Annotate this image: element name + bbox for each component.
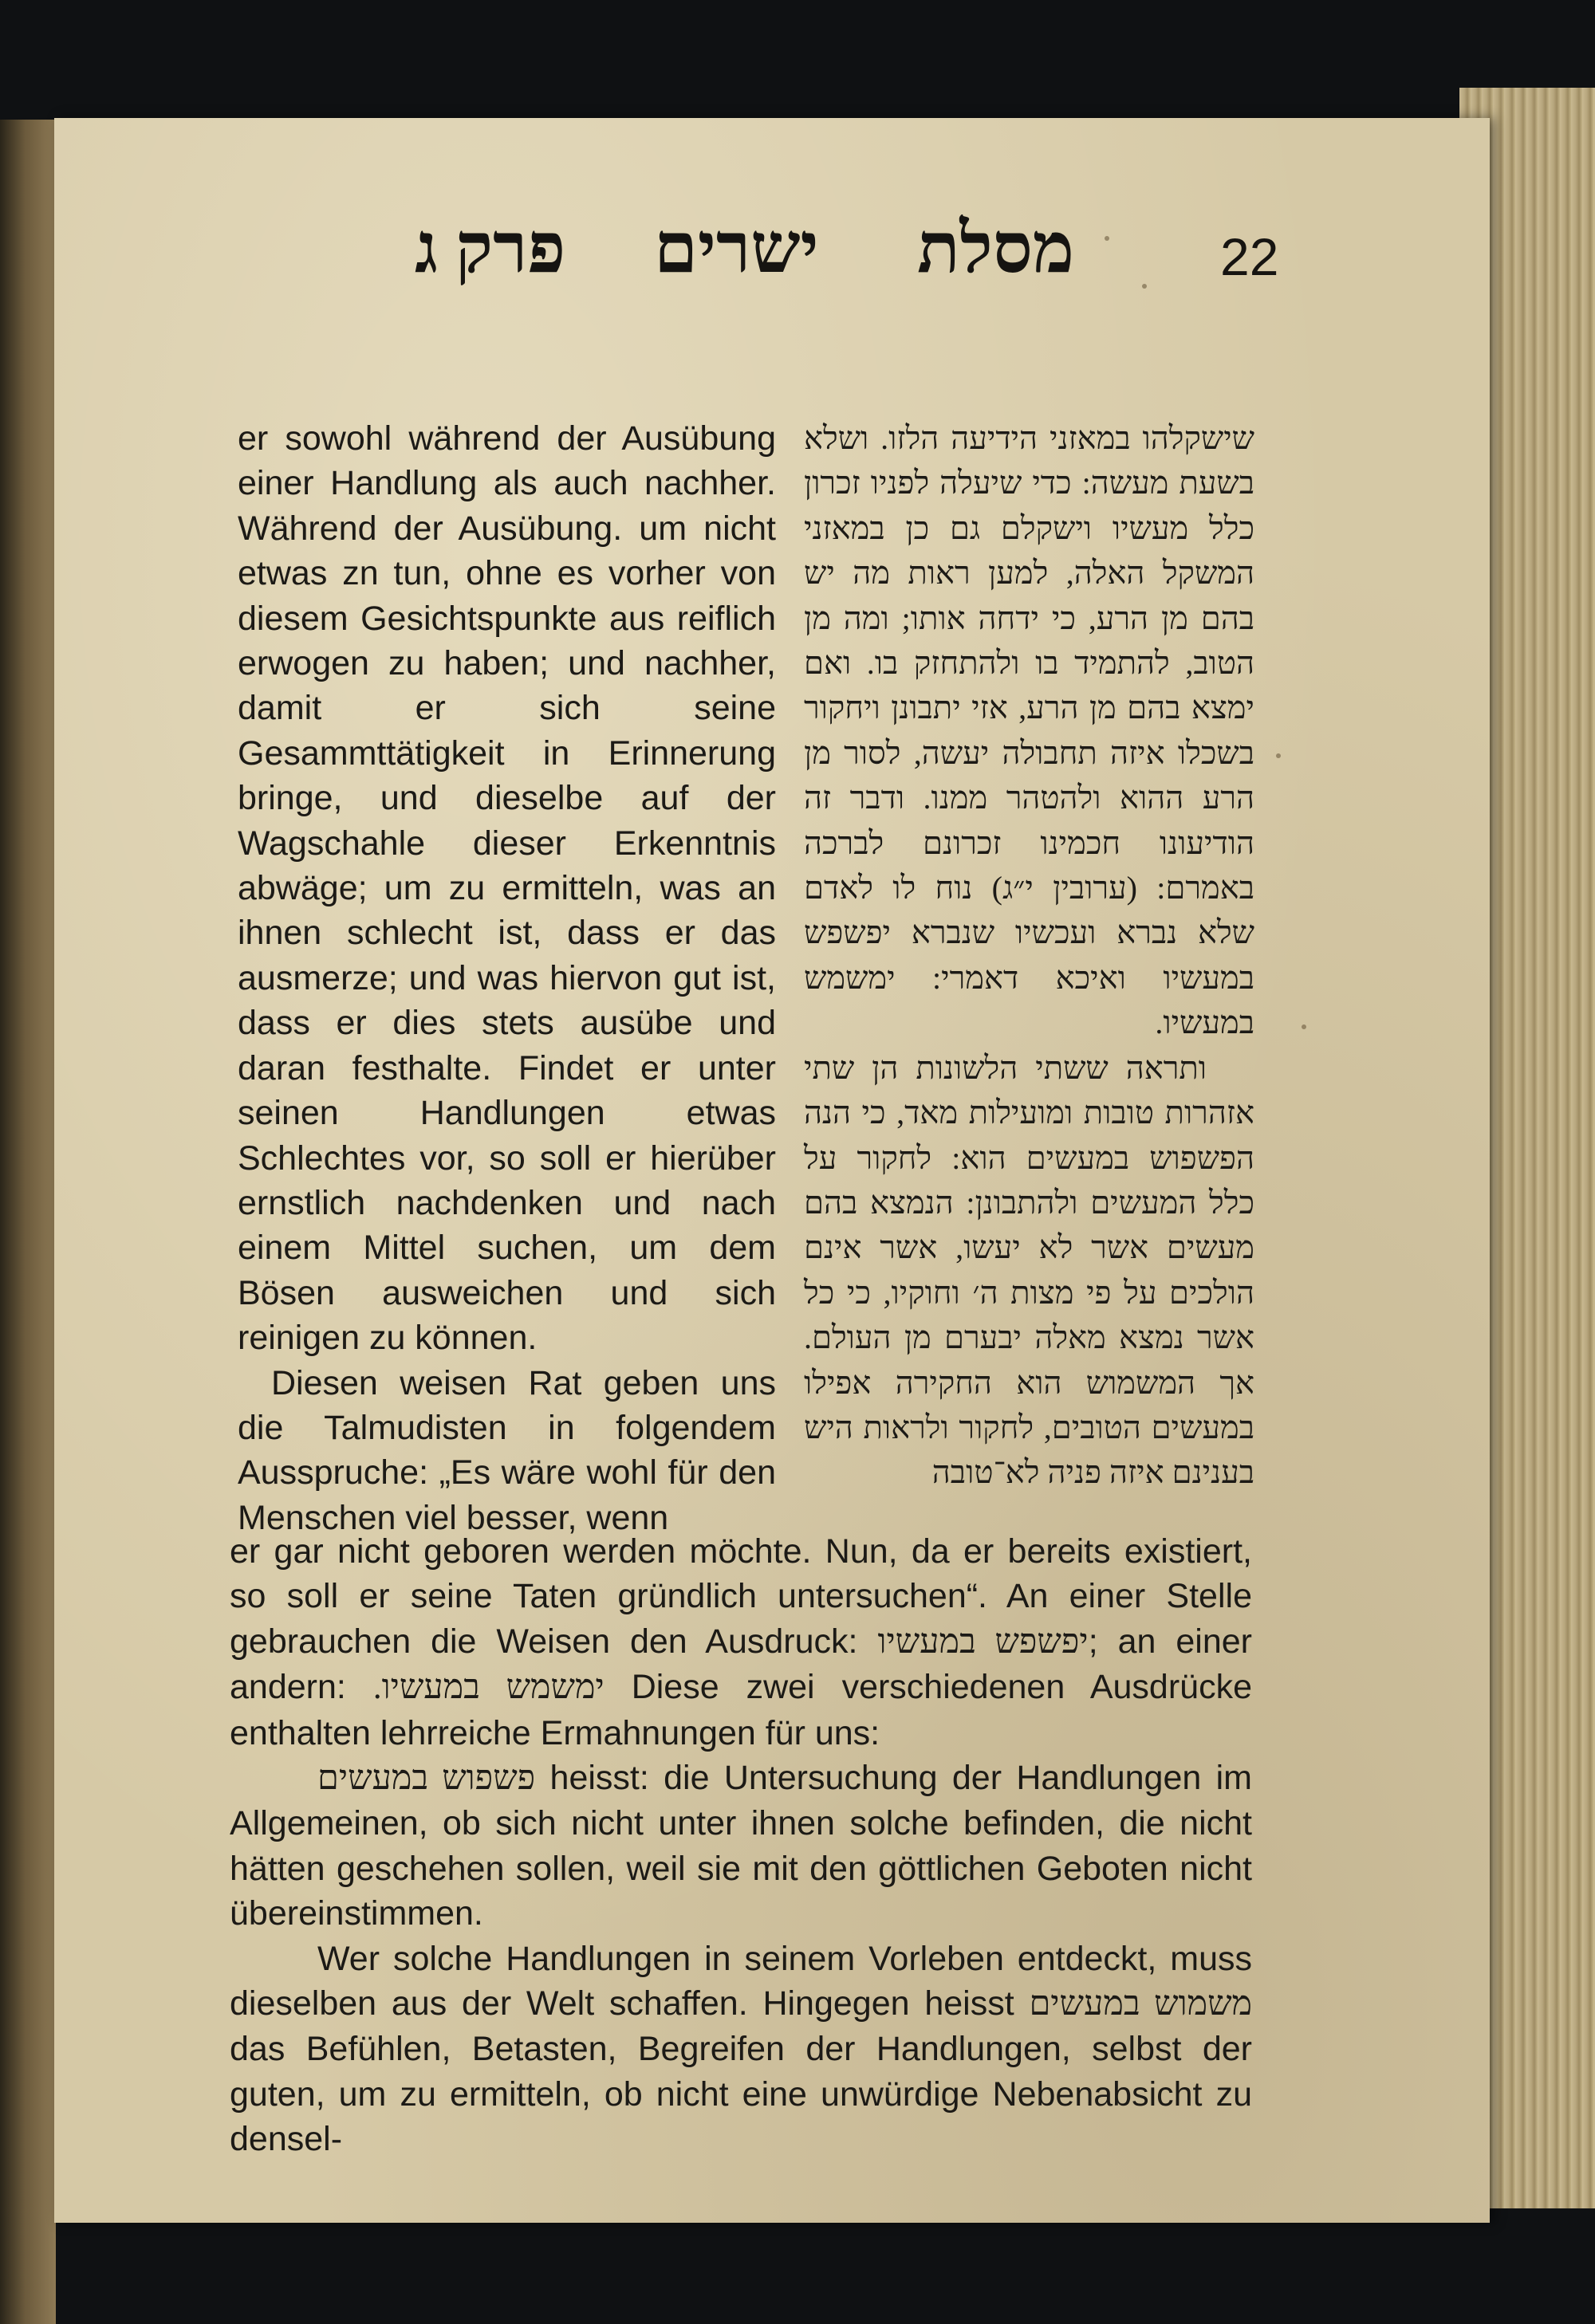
header-title-word-2: ישרים	[654, 210, 819, 288]
page-number: 22	[1220, 227, 1279, 286]
german-paragraph-2: Diesen weisen Rat geben uns die Talmudisten in folgendem Ausspruche: „Es wäre wohl für den Menschen viel besser, wenn	[238, 1363, 776, 1537]
paper-speck	[1276, 753, 1281, 758]
text-run: Diese zwei verschiedenen Ausdrücke enthalten lehrreiche Ermahnungen für uns:	[230, 1668, 1252, 1752]
full-width-text	[230, 1529, 1252, 2162]
book-spine-edge	[0, 120, 56, 2324]
full-paragraph-2	[230, 1756, 1252, 1937]
text-run: Wer solche Handlungen in seinem Vorleben entdeckt, muss dieselben aus der Welt schaffen. Hingegen heisst	[230, 1939, 1252, 2023]
hebrew-term: ימשמש במעשיו.	[372, 1669, 605, 1707]
hebrew-column	[804, 416, 1254, 1496]
german-column	[238, 416, 776, 1540]
running-header	[0, 209, 1595, 313]
text-run: er gar nicht geboren werden möchte. Nun, da er bereits existiert, so soll er seine Taten gründlich untersuchen“. An einer Stelle gebrauchen die Weisen den Ausdruck:	[230, 1532, 1252, 1661]
paper-speck	[1302, 1024, 1306, 1029]
full-paragraph-3	[230, 1937, 1252, 2162]
hebrew-term: פשפוש במעשים	[317, 1760, 536, 1798]
text-run: heisst: die Untersuchung der Handlungen im Allgemeinen, ob sich nicht unter ihnen solche befinden, die nicht hätten geschehen sollen, weil sie mit den göttlichen Geboten nicht übereinstimmen.	[230, 1759, 1252, 1933]
hebrew-paragraph-2: ותראה ששתי הלשונות הן שתי אזהרות טובות ומועילות מאד, כי הנה הפשפוש במעשים הוא: לחקור על כלל המעשים ולהתבונן: הנמצא בהם מעשים אשר לא יעשו, אשר אינם הולכים על פי מצות ה׳ וחוקיו, כי כל אשר נמצא מאלה יבערם מן העולם. אך המשמוש הוא החקירה אפילו במעשים הטובים, לחקור ולראות היש בענינם איזה פניה לא־טובה	[804, 1049, 1254, 1491]
hebrew-paragraph-1: שישקלהו במאזני הידיעה הלזו. ושלא בשעת מעשה: כדי שיעלה לפניו זכרון כלל מעשיו וישקלם גם כן במאזני המשקל האלה, למען ראות מה יש בהם מן הרע, כי ידחה אותו; ומה מן הטוב, להתמיד בו ולהתחזק בו. ואם ימצא בהם מן הרע, אזי יתבונן ויחקור בשכלו איזה תחבולה יעשה, לסור מן הרע ההוא ולהטהר ממנו. ודבר זה הודיעונו חכמינו זכרונם לברכה באמרם: (ערובין י״ג) נוח לו לאדם שלא נברא ועכשיו שנברא יפשפש במעשיו ואיכא דאמרי: ימשמש במעשיו.	[804, 420, 1254, 1041]
text-run: das Befühlen, Betasten, Begreifen der Handlungen, selbst der guten, um zu ermitteln, ob nicht eine unwürdige Nebenabsicht zu densel-	[230, 2030, 1252, 2159]
german-paragraph-1: er sowohl während der Ausübung einer Handlung als auch nachher. Während der Ausübung. um nicht etwas zn tun, ohne es vorher von diesem Gesichtspunkte aus reiflich erwogen zu haben; und nachher, damit er sich seine Gesammttätigkeit in Erinnerung bringe, und dieselbe auf der Wagschahle dieser Erkenntnis abwäge; um zu ermitteln, was an ihnen schlecht ist, dass er das ausmerze; und was hiervon gut ist, dass er dies stets ausübe und daran festhalte. Findet er unter seinen Handlungen etwas Schlechtes vor, so soll er hierüber ernstlich nachdenken und nach einem Mittel suchen, um dem Bösen ausweichen und sich reinigen zu können.	[238, 419, 776, 1358]
full-paragraph-1	[230, 1529, 1252, 1756]
header-chapter: פרק ג	[415, 210, 566, 288]
hebrew-term: יפשפש במעשיו	[877, 1622, 1089, 1661]
header-title-word-1: מסלת	[917, 210, 1075, 288]
hebrew-term: משמוש במעשים	[1029, 1985, 1253, 2023]
text-run: ; an einer andern:	[230, 1622, 1252, 1707]
